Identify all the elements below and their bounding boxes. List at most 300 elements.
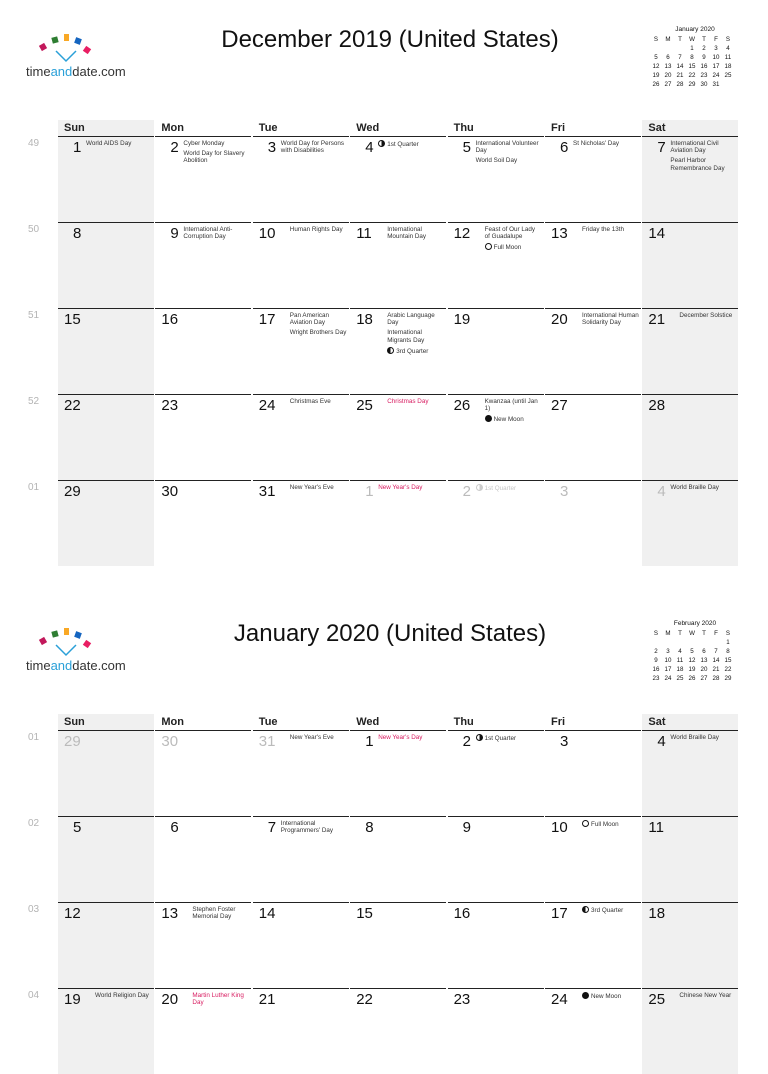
mini-day[interactable]: 8 [726,648,730,656]
mini-day[interactable]: 26 [652,81,660,89]
mini-day[interactable]: 20 [664,72,672,80]
week-row [58,902,740,988]
event-label: International Programmers' Day [280,820,334,835]
mini-day[interactable]: 21 [712,666,720,674]
moon-phase-label: 1st Quarter [476,734,542,742]
day-events [290,398,347,408]
mini-weekday-label: S [653,630,659,637]
weekday-header-sat: Sat [642,120,738,136]
day-number: 23 [161,397,179,414]
day-events [582,992,639,1003]
moon-phase-label: Full Moon [582,820,639,828]
day-cell[interactable] [545,308,641,394]
mini-day[interactable]: 16 [652,666,660,674]
day-number: 5 [462,139,471,156]
day-number: 7 [657,139,666,156]
mini-day [662,639,674,646]
event-label: International Anti-Corruption Day [183,226,233,241]
week-number: 01 [28,732,40,743]
timeanddate-logo[interactable] [26,34,136,84]
day-events [582,312,639,329]
mini-day[interactable]: 4 [726,45,730,53]
day-number: 13 [161,905,179,922]
day-events [290,734,347,744]
mini-day [650,45,662,52]
day-number: 19 [453,311,471,328]
mini-day[interactable]: 3 [666,648,670,656]
mini-day[interactable]: 14 [712,657,720,665]
day-cell[interactable] [642,902,738,988]
day-cell[interactable] [642,730,738,816]
mini-day[interactable]: 4 [678,648,682,656]
day-cell[interactable] [253,394,349,480]
day-cell[interactable] [642,222,738,308]
page-title: January 2020 (United States) [233,620,547,647]
moon-phase-icon [476,734,483,741]
moon-phase-icon [378,140,385,147]
mini-weekday-label: M [665,630,671,637]
week-number: 52 [28,396,40,407]
mini-day[interactable]: 23 [652,675,660,683]
week-number: 49 [28,138,40,149]
week-number: 51 [28,310,40,321]
day-cell[interactable] [350,308,446,394]
day-cell[interactable] [253,480,349,566]
mini-day[interactable]: 19 [688,666,696,674]
day-events [387,312,444,358]
event-label: Human Rights Day [289,226,343,233]
mini-day[interactable]: 5 [654,54,658,62]
day-cell[interactable] [448,394,544,480]
day-cell[interactable] [545,480,641,566]
holiday-label: Martin Luther King Day [192,992,244,1007]
mini-calendar-grid [650,36,740,88]
event-label: World AIDS Day [86,140,132,147]
day-number: 24 [551,991,568,1008]
day-number: 8 [73,225,82,242]
weekday-header-sun: Sun [58,120,154,136]
day-number: 2 [170,139,179,156]
day-number: 31 [258,483,276,500]
mini-day[interactable]: 14 [676,63,684,71]
logo-text: timeanddate.com [26,658,126,673]
day-cell[interactable] [448,902,544,988]
mini-day[interactable]: 11 [676,657,684,665]
day-number: 20 [551,311,568,328]
day-cell[interactable] [58,308,154,394]
event-label: Pan American Aviation Day [289,312,329,327]
mini-day [650,639,662,646]
day-cell[interactable] [448,308,544,394]
day-number: 7 [267,819,277,836]
mini-day[interactable]: 7 [678,54,682,62]
weekday-header-sat: Sat [642,714,738,730]
weekday-header-sun: Sun [58,714,154,730]
day-cell[interactable] [155,394,251,480]
event-label: December Solstice [679,312,733,319]
mini-calendar-title: January 2020 [675,26,715,33]
mini-day [722,81,734,88]
day-events [95,992,152,1002]
day-number: 15 [64,311,81,328]
mini-weekday-label: T [678,630,682,637]
page-title: December 2019 (United States) [221,26,559,53]
mini-weekday-label: T [702,36,706,43]
day-number: 15 [356,905,373,922]
day-events [387,398,444,408]
day-number: 25 [648,991,666,1008]
day-number: 26 [453,397,471,414]
day-cell[interactable] [350,394,446,480]
mini-day[interactable]: 18 [676,666,684,674]
day-cell[interactable] [642,816,738,902]
day-events [281,820,347,837]
mini-day[interactable]: 22 [688,72,696,80]
day-events [281,140,347,157]
mini-day[interactable]: 20 [700,666,708,674]
day-events [378,734,444,744]
day-cell[interactable] [58,730,154,816]
day-number: 16 [161,311,179,328]
mini-day[interactable]: 28 [676,81,684,89]
timeanddate-logo[interactable] [26,628,136,678]
moon-phase-label: New Moon [582,992,639,1000]
event-label: New Year's Eve [289,484,334,491]
mini-day[interactable]: 13 [700,657,708,665]
weekday-header-fri: Fri [551,716,566,728]
day-number: 22 [356,991,373,1008]
mini-day[interactable]: 31 [712,81,720,89]
event-label: International Civil Aviation Day [670,140,719,155]
mini-day[interactable]: 22 [724,666,732,674]
week-number: 02 [28,818,40,829]
weekday-header-fri: Fri [551,122,566,134]
moon-phase-icon [476,484,483,491]
mini-day[interactable]: 2 [654,648,658,656]
day-number: 24 [258,397,276,414]
logo-icon [34,34,94,64]
mini-day[interactable]: 28 [712,675,720,683]
moon-phase-icon [485,243,492,250]
mini-day[interactable]: 19 [652,72,660,80]
day-number: 6 [560,139,569,156]
event-label: International Volunteer Day [475,140,539,155]
event-label: New Year's Eve [289,734,334,741]
day-cell[interactable] [448,136,544,222]
day-cell[interactable] [350,222,446,308]
week-number: 03 [28,904,40,915]
mini-weekday-label: T [678,36,682,43]
day-cell[interactable] [350,902,446,988]
event-label: Kwanzaa (until Jan 1) [484,398,538,413]
day-events [476,734,542,745]
day-cell[interactable] [155,222,251,308]
day-events [582,226,639,236]
weekday-header-tue: Tue [258,122,278,134]
mini-day[interactable]: 30 [700,81,708,89]
mini-day[interactable]: 9 [702,54,706,62]
day-number: 4 [657,733,666,750]
day-cell[interactable] [58,394,154,480]
mini-day[interactable]: 1 [690,45,694,53]
day-cell[interactable] [155,816,251,902]
mini-day[interactable]: 29 [688,81,696,89]
weekday-header-mon: Mon [161,716,184,728]
day-events [573,140,639,150]
day-events [679,312,736,322]
mini-day[interactable]: 16 [700,63,708,71]
moon-phase-icon [582,906,589,913]
day-cell[interactable] [350,988,446,1074]
day-number: 5 [73,819,82,836]
day-cell[interactable] [448,816,544,902]
day-events [670,734,736,744]
day-number: 12 [453,225,471,242]
mini-day [674,45,686,52]
day-number: 4 [657,483,666,500]
day-cell[interactable] [642,480,738,566]
week-row [58,394,740,480]
moon-phase-label: 3rd Quarter [582,906,639,914]
mini-weekday-label: W [689,630,695,637]
day-number: 3 [560,483,569,500]
mini-calendar-next [650,26,740,88]
day-events [378,140,444,151]
day-cell[interactable] [253,816,349,902]
day-cell[interactable] [545,222,641,308]
day-number: 4 [365,139,374,156]
day-cell[interactable] [350,816,446,902]
mini-day[interactable]: 10 [664,657,672,665]
day-number: 29 [64,483,81,500]
mini-day[interactable]: 11 [724,54,732,62]
day-number: 22 [64,397,81,414]
mini-day[interactable]: 8 [690,54,694,62]
week-row [58,480,740,566]
mini-day [698,639,710,646]
weekday-header-wed: Wed [356,716,380,728]
day-cell[interactable] [155,136,251,222]
day-cell[interactable] [545,988,641,1074]
mini-day[interactable]: 13 [664,63,672,71]
logo-icon [34,628,94,658]
day-cell[interactable] [545,902,641,988]
event-label: Christmas Eve [289,398,331,405]
day-cell[interactable] [155,902,251,988]
day-cell[interactable] [58,816,154,902]
mini-day[interactable]: 25 [676,675,684,683]
day-number: 13 [551,225,568,242]
mini-calendar-grid [650,630,740,682]
mini-day[interactable]: 24 [664,675,672,683]
event-label: Friday the 13th [582,226,625,233]
day-events [183,140,249,168]
day-events [387,226,444,243]
day-number: 16 [453,905,471,922]
mini-day[interactable]: 7 [714,648,718,656]
mini-day[interactable]: 5 [690,648,694,656]
day-events [485,226,542,255]
day-events [290,226,347,236]
day-cell[interactable] [545,394,641,480]
day-cell[interactable] [642,136,738,222]
event-label: Arabic Language Day [387,312,435,327]
mini-day[interactable]: 6 [666,54,670,62]
event-label: World Day for Persons with Disabilities [280,140,345,155]
mini-weekday-label: S [725,36,731,43]
mini-day[interactable]: 17 [664,666,672,674]
day-number: 27 [551,397,568,414]
day-number: 1 [73,139,82,156]
mini-day [674,639,686,646]
event-label: St Nicholas' Day [573,140,619,147]
day-cell[interactable] [350,480,446,566]
mini-calendar-title: February 2020 [673,620,717,627]
mini-day[interactable]: 1 [726,639,730,647]
day-number: 11 [356,225,372,242]
day-cell[interactable] [155,308,251,394]
mini-day[interactable]: 21 [676,72,684,80]
week-row [58,308,740,394]
mini-day[interactable]: 24 [712,72,720,80]
weekday-header-wed: Wed [356,122,380,134]
day-cell[interactable] [642,308,738,394]
day-cell[interactable] [253,136,349,222]
week-number: 01 [28,482,40,493]
event-label: World Soil Day [475,157,518,165]
day-number: 20 [161,991,179,1008]
day-number: 9 [462,819,471,836]
day-cell[interactable] [58,988,154,1074]
weekday-header-tue: Tue [258,716,278,728]
mini-day[interactable]: 25 [724,72,732,80]
holiday-label: New Year's Day [378,484,423,491]
mini-day[interactable]: 12 [688,657,696,665]
day-cell[interactable] [545,730,641,816]
day-number: 3 [267,139,277,156]
moon-phase-icon [485,415,492,422]
day-events [290,484,347,494]
day-cell[interactable] [253,730,349,816]
day-number: 21 [258,991,276,1008]
day-events [485,398,542,427]
mini-day[interactable]: 15 [688,63,696,71]
day-number: 3 [560,733,569,750]
day-cell[interactable] [58,222,154,308]
day-number: 17 [551,905,568,922]
day-cell[interactable] [642,394,738,480]
week-row [58,136,740,222]
mini-day [710,639,722,646]
weekday-header-mon: Mon [161,122,184,134]
mini-day[interactable]: 15 [724,657,732,665]
mini-day[interactable]: 26 [688,675,696,683]
week-number: 50 [28,224,40,235]
day-number: 6 [170,819,179,836]
day-cell[interactable] [642,988,738,1074]
day-cell[interactable] [448,480,544,566]
mini-day[interactable]: 6 [702,648,706,656]
day-number: 17 [258,311,276,328]
mini-day[interactable]: 3 [714,45,718,53]
day-events [290,312,347,340]
day-cell[interactable] [253,222,349,308]
moon-phase-label: New Moon [485,415,542,423]
mini-calendar-next [650,620,740,682]
mini-weekday-label: M [665,36,671,43]
day-cell[interactable] [58,902,154,988]
moon-phase-icon [582,992,589,999]
mini-day[interactable]: 2 [702,45,706,53]
event-label: Wright Brothers Day [289,329,347,337]
day-events [582,906,639,917]
day-number: 1 [365,483,374,500]
mini-day[interactable]: 29 [724,675,732,683]
day-events [476,140,542,168]
mini-weekday-label: S [725,630,731,637]
mini-day [662,45,674,52]
day-cell[interactable] [350,136,446,222]
day-number: 8 [365,819,374,836]
day-number: 21 [648,311,666,328]
day-cell[interactable] [350,730,446,816]
mini-weekday-label: S [653,36,659,43]
mini-day[interactable]: 18 [724,63,732,71]
day-cell[interactable] [448,730,544,816]
day-events [192,906,249,923]
weekday-header [58,120,740,136]
day-cell[interactable] [58,136,154,222]
mini-day[interactable]: 9 [654,657,658,665]
day-number: 30 [161,733,179,750]
day-cell[interactable] [545,136,641,222]
day-cell[interactable] [253,988,349,1074]
day-cell[interactable] [58,480,154,566]
mini-day[interactable]: 17 [712,63,720,71]
weekday-header-thu: Thu [453,122,474,134]
day-cell[interactable] [448,988,544,1074]
day-cell[interactable] [448,222,544,308]
day-cell[interactable] [155,480,251,566]
day-number: 12 [64,905,81,922]
mini-day[interactable]: 27 [700,675,708,683]
day-cell[interactable] [253,308,349,394]
moon-phase-label: 3rd Quarter [387,347,444,355]
holiday-label: Christmas Day [387,398,429,405]
day-number: 10 [551,819,568,836]
mini-day[interactable]: 23 [700,72,708,80]
day-events [679,992,736,1002]
event-label: Feast of Our Lady of Guadalupe [484,226,535,241]
day-cell[interactable] [155,988,251,1074]
day-number: 29 [64,733,81,750]
event-label: World Religion Day [95,992,149,999]
day-cell[interactable] [155,730,251,816]
day-events [582,820,639,831]
day-number: 18 [356,311,373,328]
mini-day[interactable]: 12 [652,63,660,71]
mini-day[interactable]: 10 [712,54,720,62]
logo-text: timeanddate.com [26,64,126,79]
mini-weekday-label: T [702,630,706,637]
event-label: Stephen Foster Memorial Day [192,906,236,921]
mini-day[interactable]: 27 [664,81,672,89]
moon-phase-icon [387,347,394,354]
day-cell[interactable] [253,902,349,988]
week-number: 04 [28,990,40,1001]
day-cell[interactable] [545,816,641,902]
day-number: 2 [462,733,471,750]
